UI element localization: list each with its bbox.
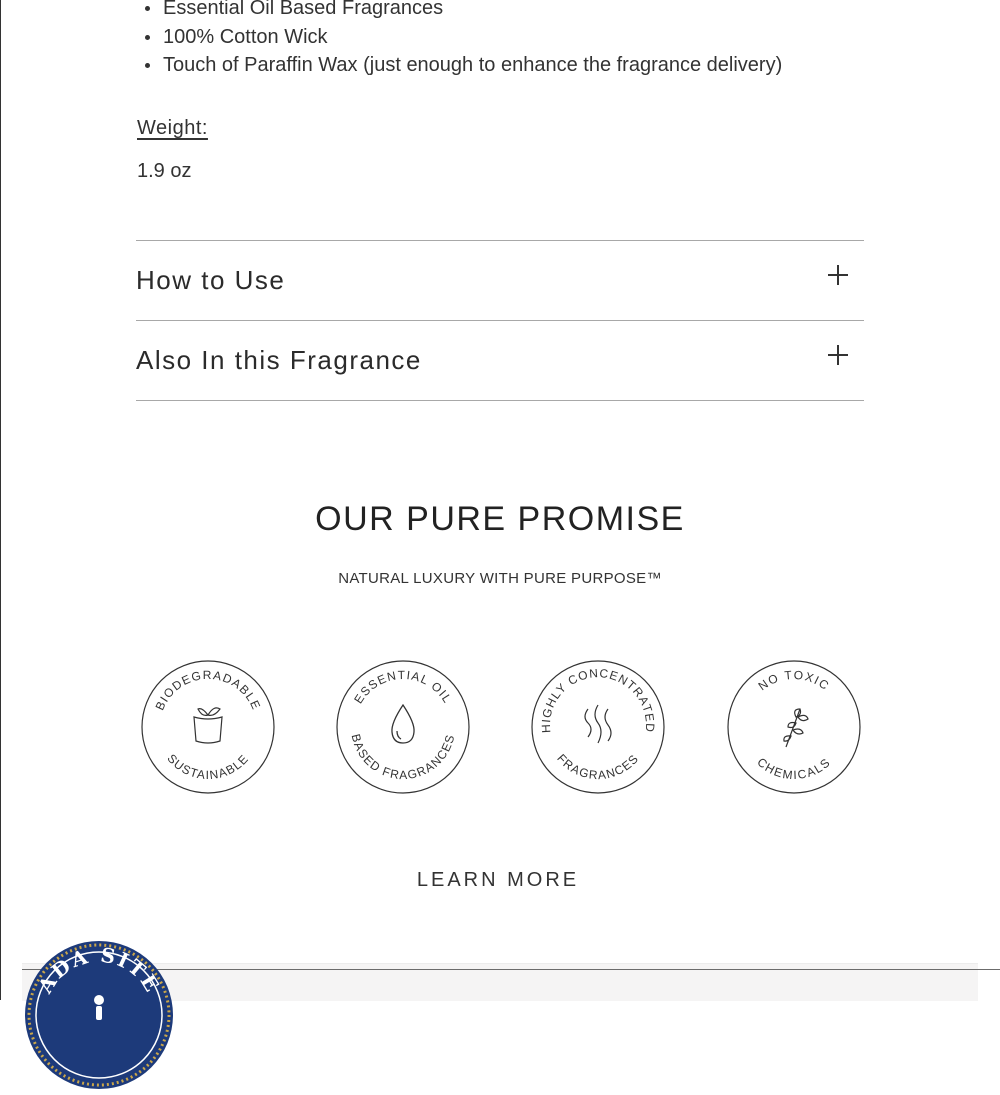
badge-essential-oil-graphic: [335, 659, 471, 795]
plus-icon[interactable]: [826, 343, 850, 367]
badge-top-text: HIGHLY CONCENTRATED: [538, 666, 658, 734]
badge-top-text: NO TOXIC: [755, 667, 833, 694]
badge-bottom-text: FRAGRANCES: [554, 751, 642, 783]
accordion-also-in-fragrance[interactable]: [136, 320, 864, 401]
accordion-how-to-use[interactable]: [136, 240, 864, 320]
plus-icon[interactable]: [826, 263, 850, 287]
leaf-sprig-icon: [784, 709, 808, 747]
product-accordion: [136, 240, 864, 401]
feature-item: 100% Cotton Wick: [145, 23, 782, 52]
badge-no-toxic-graphic: [726, 659, 862, 795]
promise-subtitle: NATURAL LUXURY WITH PURE PURPOSE™: [338, 570, 662, 587]
feature-item: Touch of Paraffin Wax (just enough to enhance the fragrance delivery): [145, 51, 782, 80]
badge-top-text: ESSENTIAL OIL: [351, 667, 455, 707]
badge-bottom-text: SUSTAINABLE: [164, 751, 252, 783]
accordion-title: Also In this Fragrance: [136, 345, 422, 375]
ada-site-badge[interactable]: [24, 940, 174, 1090]
badge-highly-concentrated: [530, 659, 666, 795]
candle-icon: [194, 708, 222, 743]
scent-waves-icon: [585, 705, 611, 743]
badge-bottom-text: BASED FRAGRANCES: [348, 732, 458, 783]
badge-essential-oil: [335, 659, 471, 795]
weight-value: 1.9 oz: [137, 160, 192, 182]
badge-top-text: BIODEGRADABLE: [152, 667, 264, 713]
promise-title: OUR PURE PROMISE: [315, 500, 685, 538]
feature-item: Essential Oil Based Fragrances: [145, 0, 782, 23]
accordion-title: How to Use: [136, 265, 286, 295]
badge-biodegradable: [140, 659, 276, 795]
droplet-icon: [392, 705, 414, 743]
badge-biodegradable-graphic: [140, 659, 276, 795]
learn-more-link[interactable]: LEARN MORE: [416, 869, 580, 891]
ada-seal-graphic: [24, 940, 174, 1090]
weight-label: Weight:: [137, 117, 208, 139]
badge-highly-concentrated-graphic: [530, 659, 666, 795]
badge-bottom-text: CHEMICALS: [754, 754, 834, 783]
ada-badge-text: ADA SITE: [33, 942, 165, 998]
features-list: [145, 0, 782, 80]
badge-no-toxic: [726, 659, 862, 795]
